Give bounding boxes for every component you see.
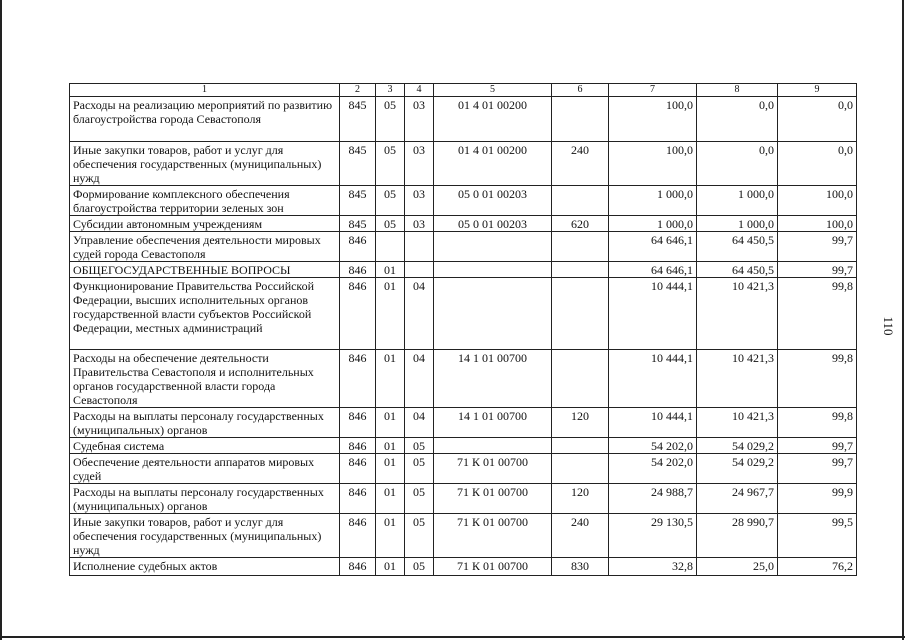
row-name-cell: Иные закупки товаров, работ и услуг для обеспечения государственных (муниципальных) нужд: [70, 514, 340, 558]
row-c9-cell: 99,7: [778, 262, 857, 278]
row-c2-cell: 846: [340, 484, 376, 514]
table-row: [70, 558, 857, 576]
row-c2-cell: 845: [340, 97, 376, 142]
row-c3-cell: 05: [376, 97, 405, 142]
table-row: [70, 484, 857, 514]
row-c9-cell: 99,5: [778, 514, 857, 558]
row-name-cell: Исполнение судебных актов: [70, 558, 340, 576]
row-c5-cell: 14 1 01 00700: [434, 408, 552, 438]
row-c5-cell: 71 К 01 00700: [434, 454, 552, 484]
row-c6-cell: [552, 438, 609, 454]
row-c7-cell: 10 444,1: [609, 408, 697, 438]
row-c8-cell: 10 421,3: [697, 278, 778, 350]
row-c8-cell: 64 450,5: [697, 262, 778, 278]
row-c7-cell: 32,8: [609, 558, 697, 576]
row-name-cell: ОБЩЕГОСУДАРСТВЕННЫЕ ВОПРОСЫ: [70, 262, 340, 278]
row-c5-cell: 71 К 01 00700: [434, 558, 552, 576]
row-c8-cell: 10 421,3: [697, 350, 778, 408]
row-c9-cell: 99,8: [778, 408, 857, 438]
row-c2-cell: 846: [340, 262, 376, 278]
row-name-cell: Расходы на выплаты персоналу государственных (муниципальных) органов: [70, 484, 340, 514]
row-c7-cell: 100,0: [609, 142, 697, 186]
table-row: [70, 97, 857, 142]
row-c8-cell: 1 000,0: [697, 216, 778, 232]
row-c4-cell: [405, 232, 434, 262]
table-row: [70, 262, 857, 278]
row-c9-cell: 100,0: [778, 186, 857, 216]
row-c9-cell: 0,0: [778, 142, 857, 186]
row-c2-cell: 845: [340, 216, 376, 232]
table-row: [70, 454, 857, 484]
row-c9-cell: 76,2: [778, 558, 857, 576]
row-c4-cell: 03: [405, 186, 434, 216]
row-name-cell: Функционирование Правительства Российской Федерации, высших исполнительных органов государственной власти субъектов Российской Федерации, местных администраций: [70, 278, 340, 350]
row-c3-cell: 05: [376, 216, 405, 232]
row-c4-cell: 05: [405, 438, 434, 454]
row-c6-cell: [552, 186, 609, 216]
row-c4-cell: 05: [405, 454, 434, 484]
column-header: 2: [340, 84, 376, 97]
table-row: [70, 350, 857, 408]
row-c6-cell: [552, 350, 609, 408]
row-c4-cell: 04: [405, 350, 434, 408]
row-c4-cell: 04: [405, 408, 434, 438]
row-c6-cell: [552, 97, 609, 142]
row-c5-cell: 05 0 01 00203: [434, 216, 552, 232]
table-row: [70, 514, 857, 558]
row-c2-cell: 846: [340, 454, 376, 484]
row-c7-cell: 10 444,1: [609, 350, 697, 408]
column-header: 3: [376, 84, 405, 97]
row-c7-cell: 54 202,0: [609, 454, 697, 484]
row-c4-cell: 05: [405, 558, 434, 576]
row-c7-cell: 100,0: [609, 97, 697, 142]
row-name-cell: Расходы на выплаты персоналу государственных (муниципальных) органов: [70, 408, 340, 438]
table-body: [70, 97, 857, 576]
row-c5-cell: 71 К 01 00700: [434, 484, 552, 514]
column-header: 5: [434, 84, 552, 97]
row-c8-cell: 54 029,2: [697, 438, 778, 454]
row-c2-cell: 845: [340, 186, 376, 216]
row-c2-cell: 846: [340, 438, 376, 454]
row-c6-cell: 240: [552, 514, 609, 558]
row-c8-cell: 54 029,2: [697, 454, 778, 484]
row-name-cell: Судебная система: [70, 438, 340, 454]
row-c6-cell: [552, 262, 609, 278]
row-c3-cell: 01: [376, 408, 405, 438]
row-c9-cell: 99,8: [778, 278, 857, 350]
row-c3-cell: [376, 232, 405, 262]
row-c2-cell: 846: [340, 350, 376, 408]
row-c8-cell: 0,0: [697, 142, 778, 186]
scan-frame-right: [902, 0, 904, 640]
row-c3-cell: 01: [376, 278, 405, 350]
row-c4-cell: 04: [405, 278, 434, 350]
row-c5-cell: 01 4 01 00200: [434, 97, 552, 142]
row-c9-cell: 99,7: [778, 438, 857, 454]
row-c7-cell: 64 646,1: [609, 262, 697, 278]
row-c6-cell: 240: [552, 142, 609, 186]
row-c4-cell: 05: [405, 484, 434, 514]
scan-frame-bottom: [0, 636, 905, 638]
row-c3-cell: 01: [376, 438, 405, 454]
row-c5-cell: 71 К 01 00700: [434, 514, 552, 558]
column-number-row: [70, 84, 857, 97]
row-c6-cell: 120: [552, 484, 609, 514]
row-c4-cell: 05: [405, 514, 434, 558]
column-header: 7: [609, 84, 697, 97]
row-c8-cell: 1 000,0: [697, 186, 778, 216]
row-c3-cell: 05: [376, 186, 405, 216]
row-c5-cell: [434, 278, 552, 350]
row-c9-cell: 99,9: [778, 484, 857, 514]
row-c3-cell: 01: [376, 484, 405, 514]
row-c5-cell: 01 4 01 00200: [434, 142, 552, 186]
row-c2-cell: 846: [340, 558, 376, 576]
row-c3-cell: 01: [376, 514, 405, 558]
row-c9-cell: 99,7: [778, 232, 857, 262]
row-c7-cell: 1 000,0: [609, 186, 697, 216]
row-c8-cell: 24 967,7: [697, 484, 778, 514]
row-c8-cell: 25,0: [697, 558, 778, 576]
row-c3-cell: 05: [376, 142, 405, 186]
row-name-cell: Иные закупки товаров, работ и услуг для обеспечения государственных (муниципальных) нужд: [70, 142, 340, 186]
row-c6-cell: 830: [552, 558, 609, 576]
row-c7-cell: 24 988,7: [609, 484, 697, 514]
row-c9-cell: 99,8: [778, 350, 857, 408]
table-row: [70, 438, 857, 454]
row-c5-cell: 14 1 01 00700: [434, 350, 552, 408]
row-name-cell: Управление обеспечения деятельности мировых судей города Севастополя: [70, 232, 340, 262]
budget-table: [69, 83, 857, 576]
row-c3-cell: 01: [376, 262, 405, 278]
row-c8-cell: 28 990,7: [697, 514, 778, 558]
row-c5-cell: [434, 232, 552, 262]
column-header: 1: [70, 84, 340, 97]
row-c9-cell: 0,0: [778, 97, 857, 142]
row-c8-cell: 0,0: [697, 97, 778, 142]
row-c3-cell: 01: [376, 350, 405, 408]
row-c4-cell: 03: [405, 97, 434, 142]
table-row: [70, 232, 857, 262]
column-header: 9: [778, 84, 857, 97]
row-c6-cell: [552, 278, 609, 350]
row-c4-cell: 03: [405, 142, 434, 186]
row-c5-cell: 05 0 01 00203: [434, 186, 552, 216]
row-c6-cell: 620: [552, 216, 609, 232]
row-c6-cell: [552, 454, 609, 484]
row-c7-cell: 64 646,1: [609, 232, 697, 262]
row-c9-cell: 99,7: [778, 454, 857, 484]
row-name-cell: Расходы на обеспечение деятельности Правительства Севастополя и исполнительных органов государственной власти города Севастополя: [70, 350, 340, 408]
table-row: [70, 142, 857, 186]
row-name-cell: Формирование комплексного обеспечения благоустройства территории зеленых зон: [70, 186, 340, 216]
table-row: [70, 278, 857, 350]
row-c5-cell: [434, 262, 552, 278]
row-name-cell: Обеспечение деятельности аппаратов мировых судей: [70, 454, 340, 484]
row-c3-cell: 01: [376, 558, 405, 576]
row-c6-cell: 120: [552, 408, 609, 438]
table-row: [70, 216, 857, 232]
column-header: 6: [552, 84, 609, 97]
row-c2-cell: 846: [340, 514, 376, 558]
row-name-cell: Субсидии автономным учреждениям: [70, 216, 340, 232]
row-c8-cell: 64 450,5: [697, 232, 778, 262]
scan-frame-left: [0, 0, 2, 640]
row-c7-cell: 10 444,1: [609, 278, 697, 350]
row-c2-cell: 845: [340, 142, 376, 186]
row-c4-cell: [405, 262, 434, 278]
row-c8-cell: 10 421,3: [697, 408, 778, 438]
row-c6-cell: [552, 232, 609, 262]
row-c9-cell: 100,0: [778, 216, 857, 232]
table-row: [70, 186, 857, 216]
page-number: 110: [881, 316, 896, 336]
row-name-cell: Расходы на реализацию мероприятий по развитию благоустройства города Севастополя: [70, 97, 340, 142]
table-row: [70, 408, 857, 438]
row-c2-cell: 846: [340, 408, 376, 438]
row-c2-cell: 846: [340, 278, 376, 350]
row-c4-cell: 03: [405, 216, 434, 232]
row-c5-cell: [434, 438, 552, 454]
column-header: 8: [697, 84, 778, 97]
row-c7-cell: 1 000,0: [609, 216, 697, 232]
column-header: 4: [405, 84, 434, 97]
row-c2-cell: 846: [340, 232, 376, 262]
row-c3-cell: 01: [376, 454, 405, 484]
row-c7-cell: 54 202,0: [609, 438, 697, 454]
row-c7-cell: 29 130,5: [609, 514, 697, 558]
